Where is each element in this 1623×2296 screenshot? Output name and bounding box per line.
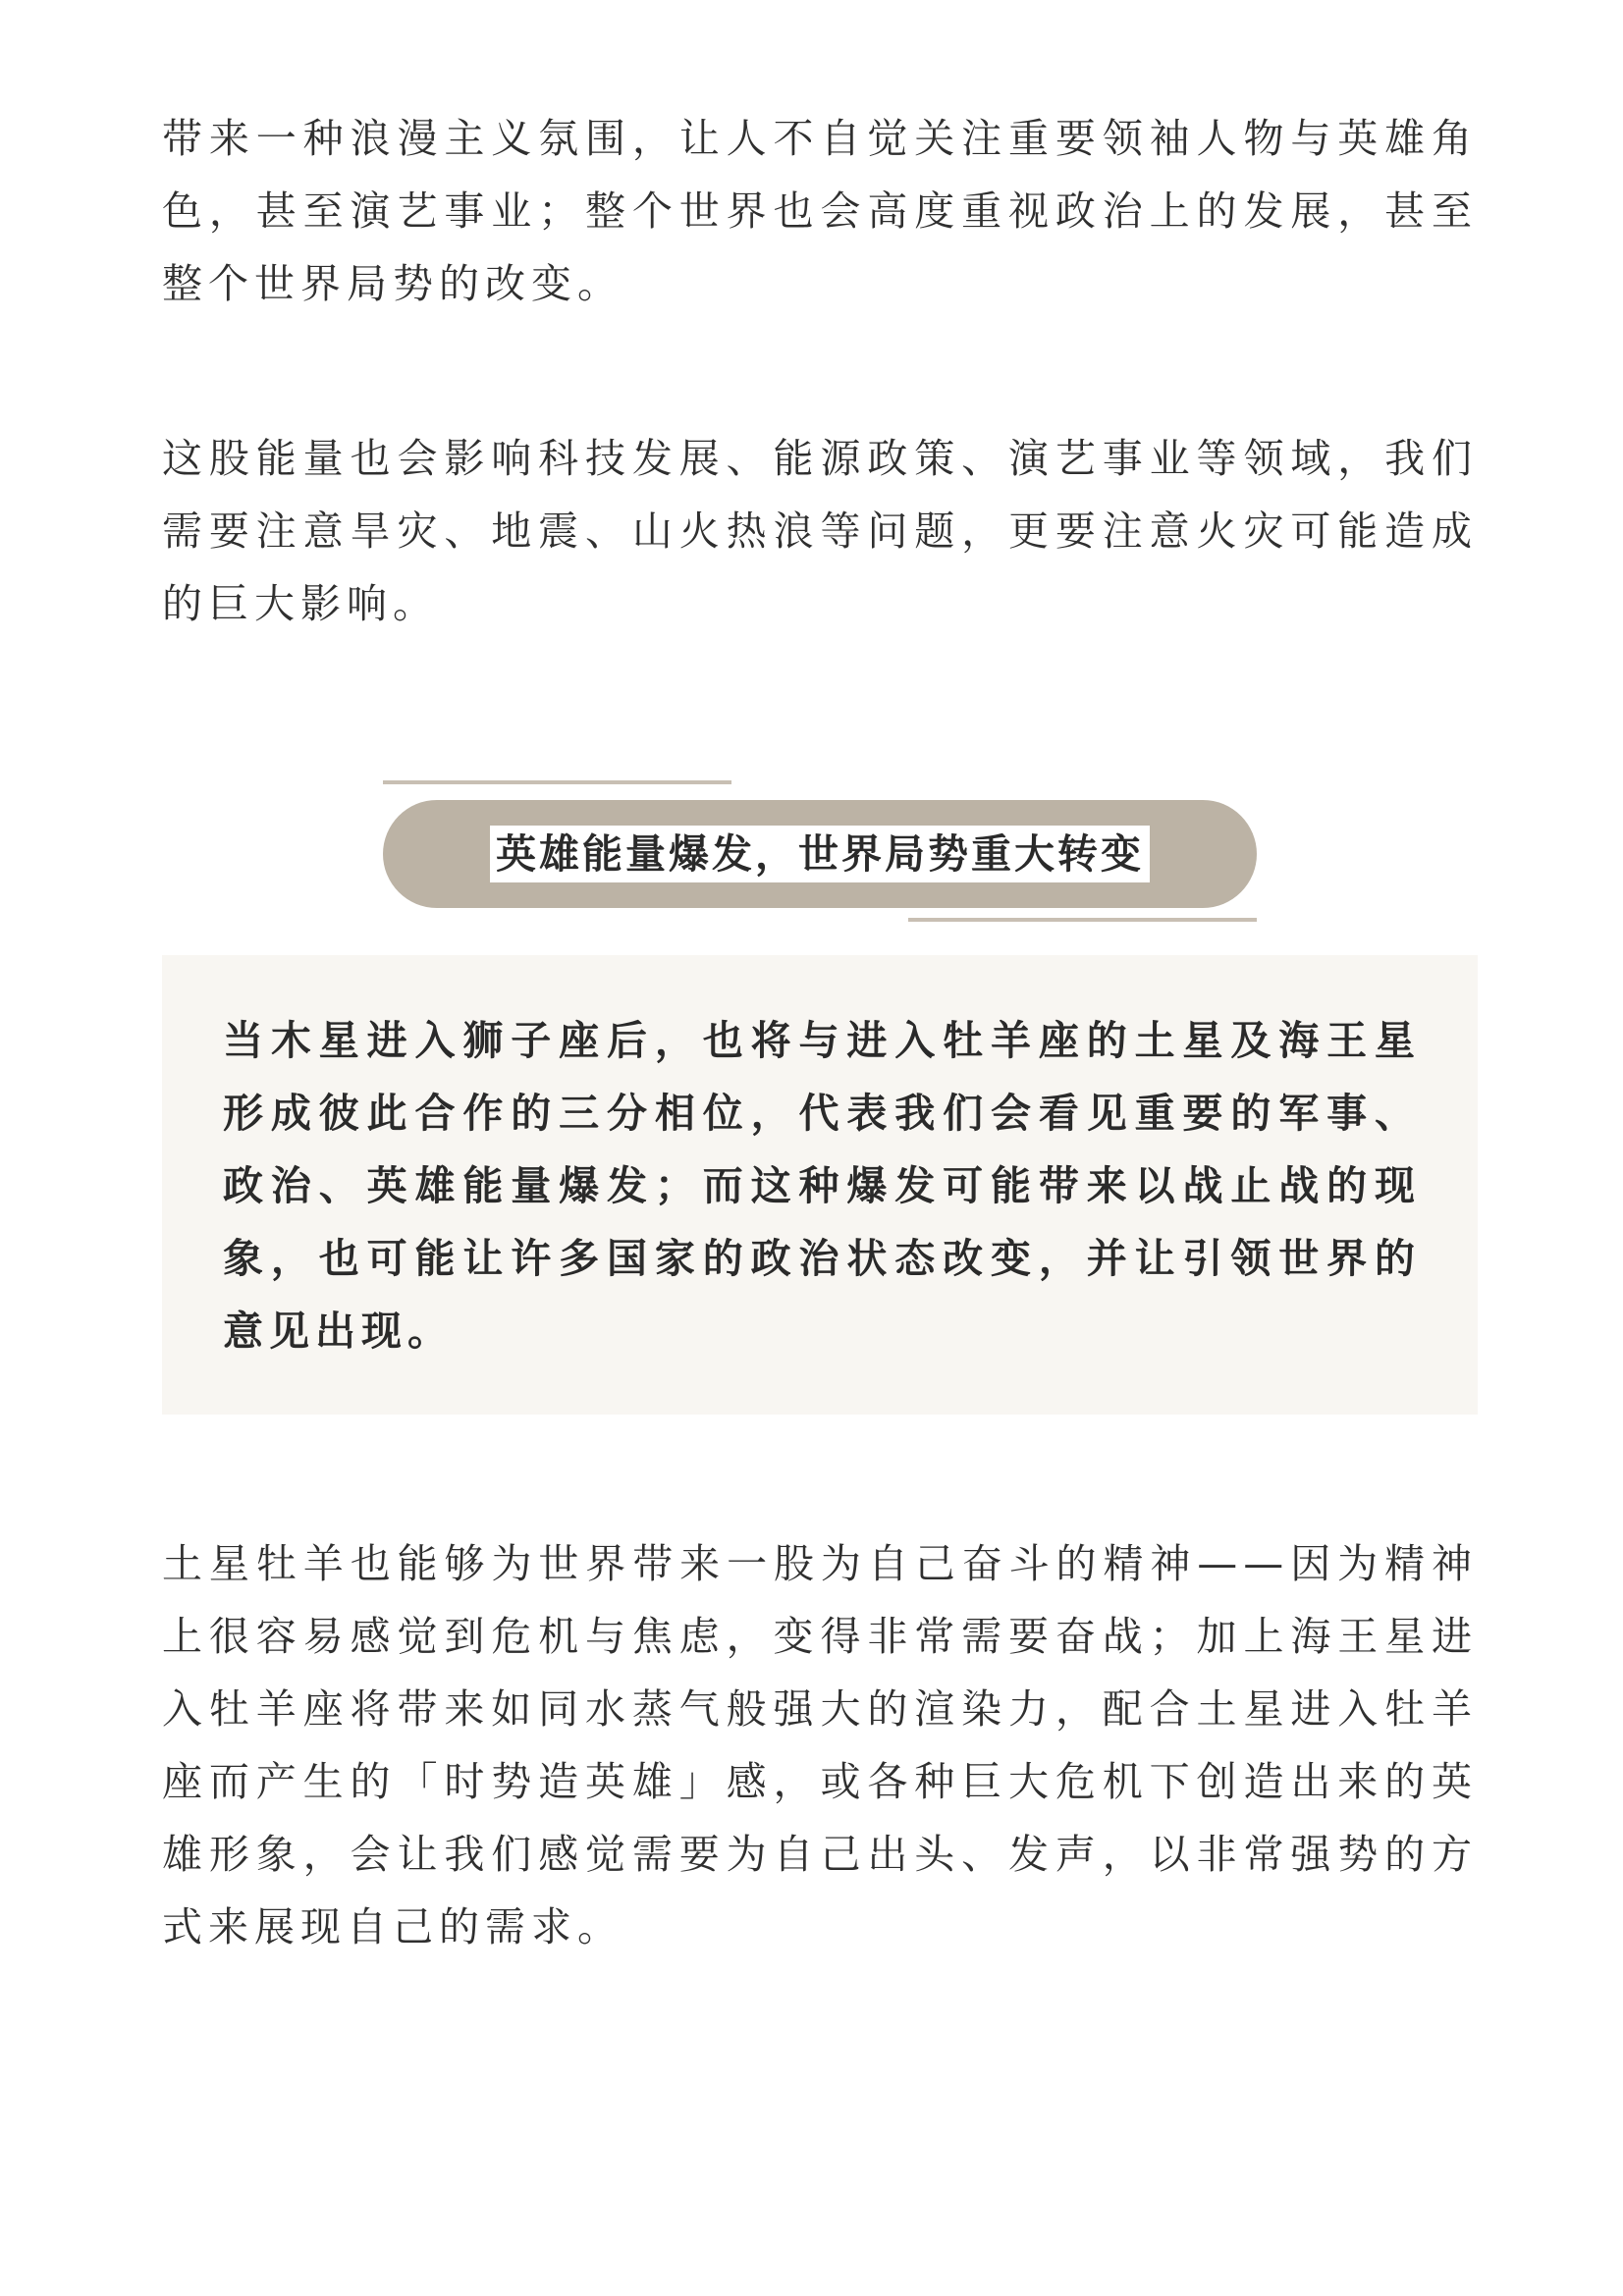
heading-divider-top (383, 780, 731, 784)
body-paragraph-3: 土星牡羊也能够为世界带来一股为自己奋斗的精神——因为精神上很容易感觉到危机与焦虑，变得非常需要奋战；加上海王星进入牡羊座将带来如同水蒸气般强大的渲染力，配合土星进入牡羊座而产生的「时势造英雄」感，或各种巨大危机下创造出来的英雄形象，会让我们感觉需要为自己出头、发声，以非常强势的方式来展现自己的需求。 (162, 1540, 1478, 1950)
heading-divider-bottom (908, 918, 1257, 922)
body-paragraph-2: 这股能量也会影响科技发展、能源政策、演艺事业等领域，我们需要注意旱灾、地震、山火热浪等问题，更要注意火灾可能造成的巨大影响。 (162, 435, 1478, 627)
highlight-quote-box (162, 955, 1478, 1415)
body-paragraph-1: 带来一种浪漫主义氛围，让人不自觉关注重要领袖人物与英雄角色，甚至演艺事业；整个世界也会高度重视政治上的发展，甚至整个世界局势的改变。 (162, 115, 1478, 307)
section-heading (383, 780, 1257, 923)
heading-title: 英雄能量爆发，世界局势重大转变 (490, 826, 1150, 882)
heading-pill (383, 800, 1257, 908)
highlight-quote-text: 当木星进入狮子座后，也将与进入牡羊座的土星及海王星形成彼此合作的三分相位，代表我们会看见重要的军事、政治、英雄能量爆发；而这种爆发可能带来以战止战的现象，也可能让许多国家的政治状态改变，并让引领世界的意见出现。 (223, 1017, 1421, 1355)
